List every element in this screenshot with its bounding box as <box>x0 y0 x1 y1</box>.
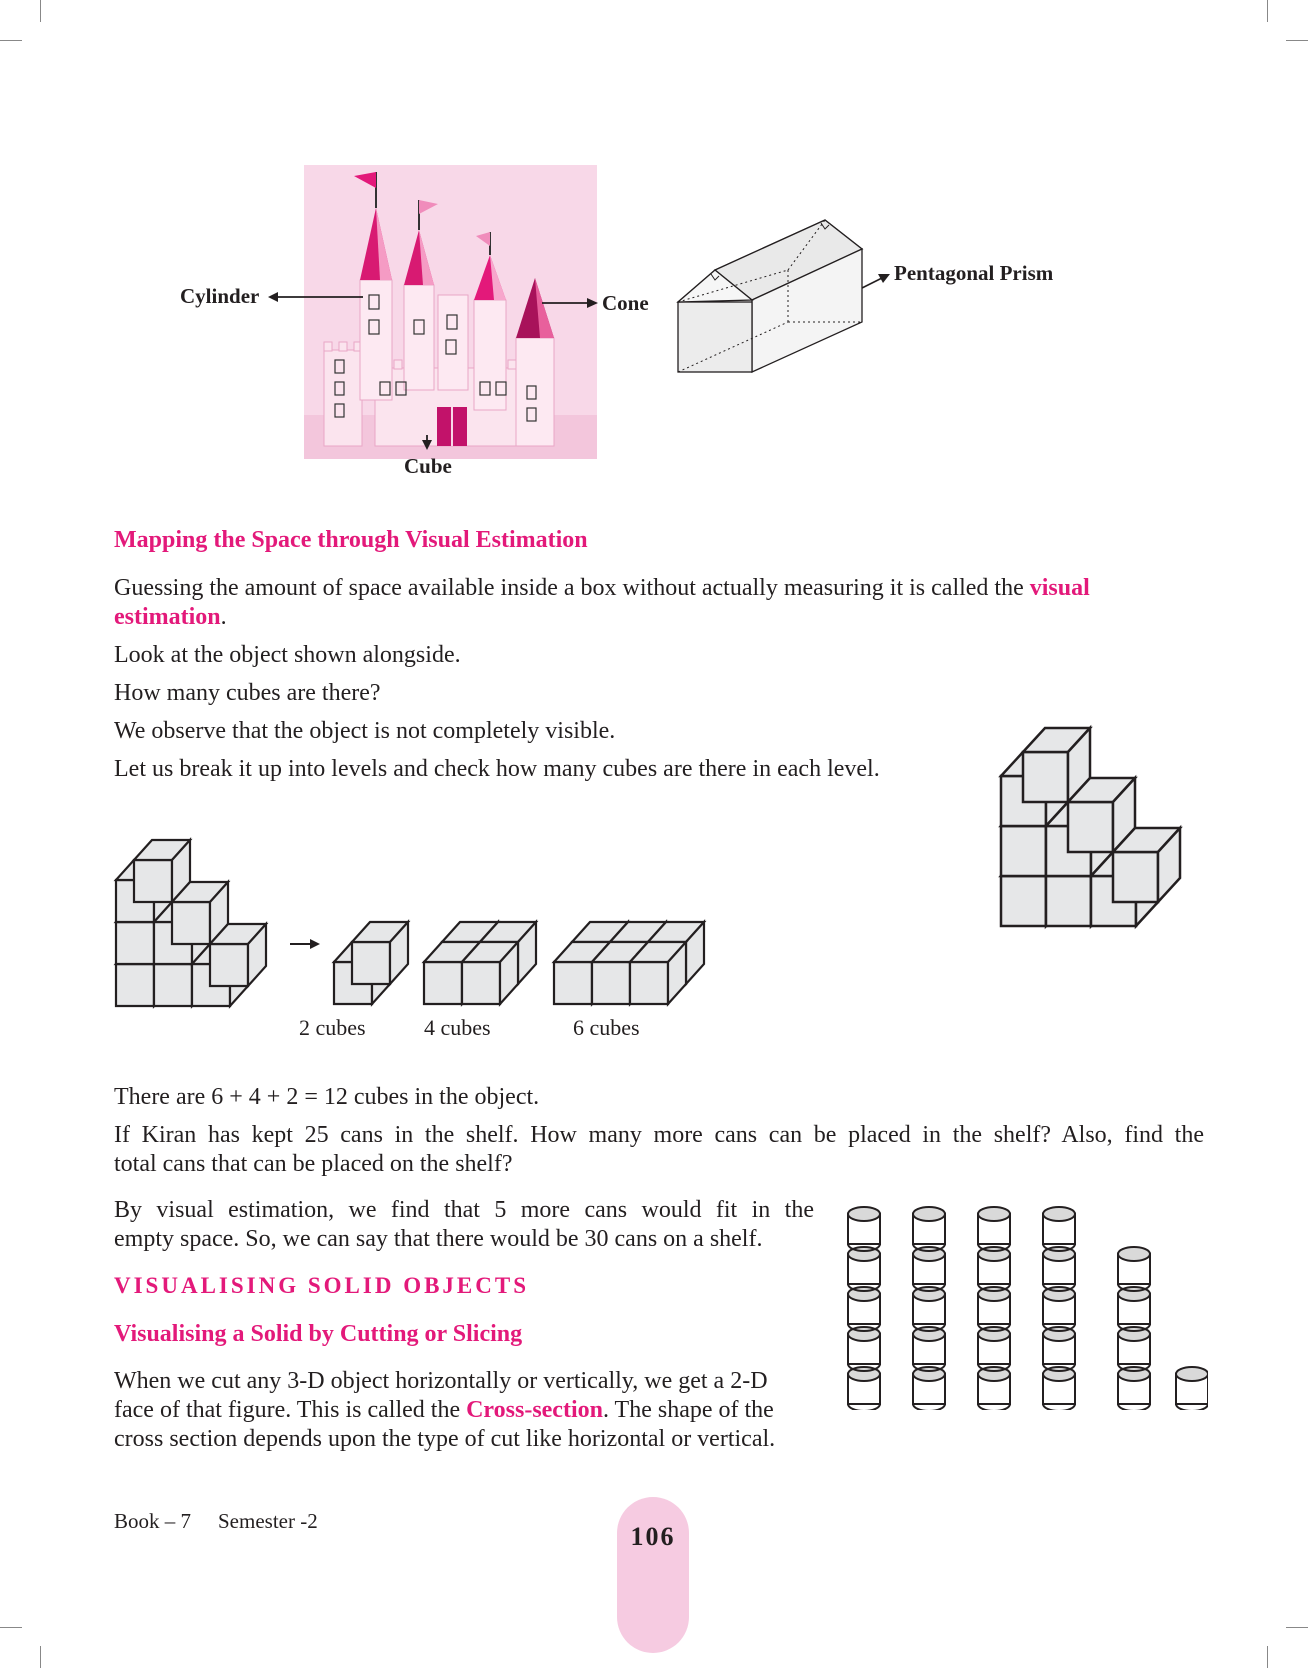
can <box>1118 1367 1150 1410</box>
estimate-line-2: empty space. So, we can say that there would be 30 cans on a shelf. <box>114 1226 763 1252</box>
footer-book: Book – 7 <box>114 1509 192 1533</box>
can <box>1118 1287 1150 1331</box>
can-stack <box>978 1207 1010 1410</box>
definition-text: Guessing the amount of space available inside a box without actually measuring it is called the <box>114 575 1030 601</box>
keyword-estimation: estimation <box>114 604 221 630</box>
crop-mark <box>1267 0 1268 22</box>
crop-mark <box>0 1627 22 1628</box>
estimate-line-1: By visual estimation, we find that 5 more cans would fit in the <box>114 1197 814 1223</box>
definition-line-2 <box>114 603 227 632</box>
keyword-visual: visual <box>1029 575 1090 601</box>
cross-section-line-1: When we cut any 3-D object horizontally or vertically, we get a 2-D <box>114 1368 768 1394</box>
can-stack <box>913 1207 945 1410</box>
cross-section-line-3: cross section depends upon the type of cut like horizontal or vertical. <box>114 1426 776 1452</box>
crop-mark <box>1267 1646 1268 1668</box>
level-two-cubes <box>334 922 408 1004</box>
level-six-cubes <box>554 922 704 1004</box>
kiran-question-line-1: If Kiran has kept 25 cans in the shelf. How many more cans can be placed in the shelf? Also, find the <box>114 1122 1204 1148</box>
cone-label: Cone <box>602 291 649 315</box>
cube-staircase-figure <box>995 718 1195 933</box>
cube-levels-figure <box>110 830 730 1010</box>
page-number-tab <box>617 1497 689 1653</box>
level-four-cubes <box>424 922 536 1004</box>
can-stack <box>1043 1207 1075 1410</box>
cross-section-text: face of that figure. This is called the <box>114 1397 467 1423</box>
cube-label: Cube <box>404 454 452 478</box>
pentagonal-prism-figure <box>670 200 1130 410</box>
total-cubes-line: There are 6 + 4 + 2 = 12 cubes in the object. <box>114 1084 540 1110</box>
visual-estimation-definition <box>114 574 1194 603</box>
cross-section-after: . The shape of the <box>602 1397 774 1423</box>
cross-section-line-2 <box>114 1396 774 1425</box>
crop-mark <box>1286 1627 1308 1628</box>
line-break-into-levels: Let us break it up into levels and check how many cubes are there in each level. <box>114 756 880 782</box>
page-number: 106 <box>630 1522 676 1551</box>
crop-mark <box>40 1646 41 1668</box>
caption-6-cubes: 6 cubes <box>573 1015 640 1040</box>
cylinder-label: Cylinder <box>180 284 260 308</box>
caption-4-cubes: 4 cubes <box>424 1015 491 1040</box>
can <box>1118 1327 1150 1371</box>
can-stack <box>848 1207 880 1410</box>
cans-shelf-figure <box>838 1170 1208 1410</box>
line-how-many-cubes: How many cubes are there? <box>114 680 381 706</box>
definition-period: . <box>220 604 227 630</box>
castle-figure <box>180 160 700 510</box>
crop-mark <box>1286 40 1308 41</box>
can <box>1176 1367 1208 1410</box>
line-not-visible: We observe that the object is not completely visible. <box>114 718 616 744</box>
keyword-cross-section: Cross-section <box>466 1397 603 1423</box>
caption-2-cubes: 2 cubes <box>299 1015 366 1040</box>
footer-semester: Semester -2 <box>218 1509 318 1533</box>
kiran-question-line-2: total cans that can be placed on the shelf? <box>114 1151 513 1177</box>
subheading-cutting-slicing: Visualising a Solid by Cutting or Slicing <box>114 1321 523 1347</box>
can <box>1118 1247 1150 1291</box>
crop-mark <box>0 40 22 41</box>
section-heading-solids: VISUALISING SOLID OBJECTS <box>114 1273 530 1298</box>
line-look-at-object: Look at the object shown alongside. <box>114 642 461 668</box>
crop-mark <box>40 0 41 22</box>
pentagonal-prism-label: Pentagonal Prism <box>894 261 1054 285</box>
section-heading-mapping: Mapping the Space through Visual Estimation <box>114 527 588 553</box>
